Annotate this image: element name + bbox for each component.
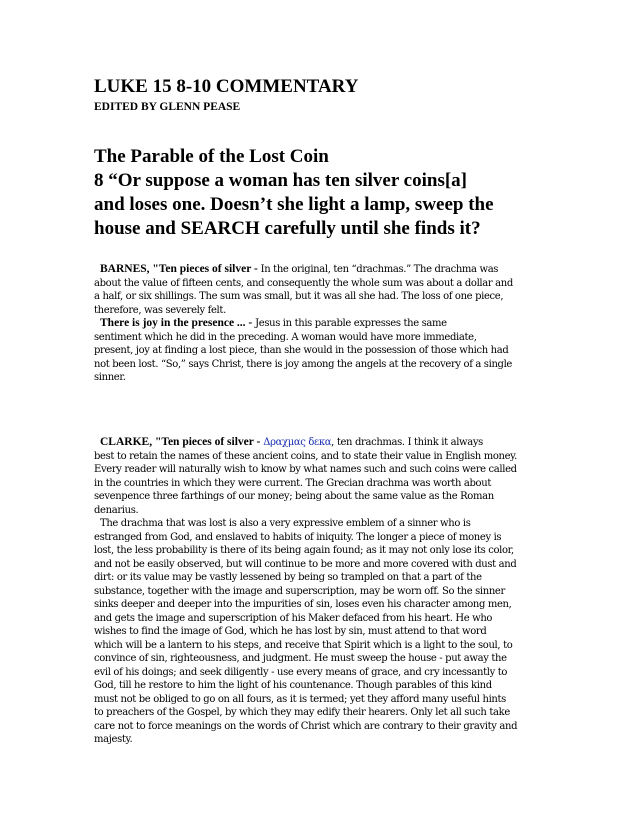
barnes-commentary [94,263,549,385]
scripture-heading [94,145,549,241]
barnes-p2-line: not been lost. “So,” says Christ, there is joy among the angels at the recovery of a single [94,358,512,370]
barnes-p2-line: sinner. [94,372,126,383]
barnes-p1-line: therefore, was severely felt. [94,304,226,316]
clarke-p2-line: estranged from God, and enslaved to habits of iniquity. The longer a piece of money is [94,531,502,543]
clarke-p2-line: evil of his doings; and seek diligently - use every means of grace, and cry incessantly to [94,666,508,678]
clarke-p1-line: Every reader will naturally wish to know by what names such and such coins were called [94,464,517,475]
clarke-p2-line: lost, the less probability is there of its being again found; as it may not only lose its color, [94,545,514,556]
clarke-p2-line: wishes to find the image of God, which he has lost by sin, must attend to that word [94,626,487,637]
scripture-line: house and SEARCH carefully until she finds it? [94,218,481,239]
clarke-p1-line: CLARKE, "Ten pieces of silver - Δραχμας δεκα, ten drachmas. I think it always [100,436,483,448]
clarke-p2-line: majesty. [94,734,133,745]
clarke-p2-line: which will be a lantern to his steps, and receive that Spirit which is a light to the soul, to [94,639,513,651]
clarke-p2-line: care not to force meanings on the words of Christ which are contrary to their gravity and [94,720,518,732]
barnes-p1-line: a half, or six shillings. The sum was small, but it was all she had. The loss of one piece, [94,291,504,302]
clarke-p2-line: to preachers of the Gospel, by which they may edify their hearers. Only let all such take [94,707,510,718]
clarke-p1-line: sevenpence three farthings of our money; being about the same value as the Roman [94,491,494,502]
clarke-commentary [94,436,549,747]
barnes-p2-line: present, joy at finding a lost piece, than she would in the possession of those which had [94,345,509,356]
clarke-lead: CLARKE, "Ten pieces of silver - [100,436,261,448]
barnes-lead: BARNES, "Ten pieces of silver - [100,263,258,275]
scripture-line: The Parable of the Lost Coin [94,146,329,167]
barnes-p1-line: about the value of fifteen cents, and consequently the whole sum was about a dollar and [94,277,513,289]
scripture-line: 8 “Or suppose a woman has ten silver coins[a] [94,170,467,191]
barnes-p2-line: There is joy in the presence ... - Jesus in this parable expresses the same [100,317,447,329]
clarke-p2-line: and gets the image and superscription of his Maker defaced from his heart. He who [94,612,493,624]
clarke-p1-line: in the countries in which they were current. The Grecian drachma was worth about [94,477,491,489]
clarke-p2-line: must not be obliged to go on all fours, as it is termed; yet they afford many useful hints [94,693,506,705]
clarke-p2-line: and not be easily observed, but will continue to be more and more covered with dust and [94,558,517,570]
barnes-p2-lead: There is joy in the presence ... - [100,317,253,329]
clarke-p2-line: God, till he restore to him the light of his countenance. Though parables of this kind [94,680,492,691]
editor-line: EDITED BY GLENN PEASE [94,101,241,113]
clarke-p2-line: The drachma that was lost is also a very expressive emblem of a sinner who is [100,518,471,529]
clarke-p2-line: sinks deeper and deeper into the impurities of sin, loses even his character among men, [94,599,512,610]
barnes-p2-line: sentiment which he did in the preceding. A woman would have more immediate, [94,331,477,343]
clarke-p2-line: substance, together with the image and superscription, may be worn off. So the sinner [94,585,505,597]
scripture-line: and loses one. Doesn’t she light a lamp, sweep the [94,194,494,215]
document-title: LUKE 15 8-10 COMMENTARY [94,76,359,97]
clarke-p1-line: denarius. [94,504,139,516]
clarke-p1-line: best to retain the names of these ancient coins, and to state their value in English money. [94,450,517,462]
clarke-p2-line: dirt: or its value may be vastly lessened by being so trampled on that a part of the [94,572,482,583]
barnes-p1-line: BARNES, "Ten pieces of silver - In the original, ten “drachmas.” The drachma was [100,263,499,275]
greek-text: Δραχμας δεκα [263,437,332,448]
clarke-p2-line: convince of sin, righteousness, and judgment. He must sweep the house - put away the [94,653,507,664]
